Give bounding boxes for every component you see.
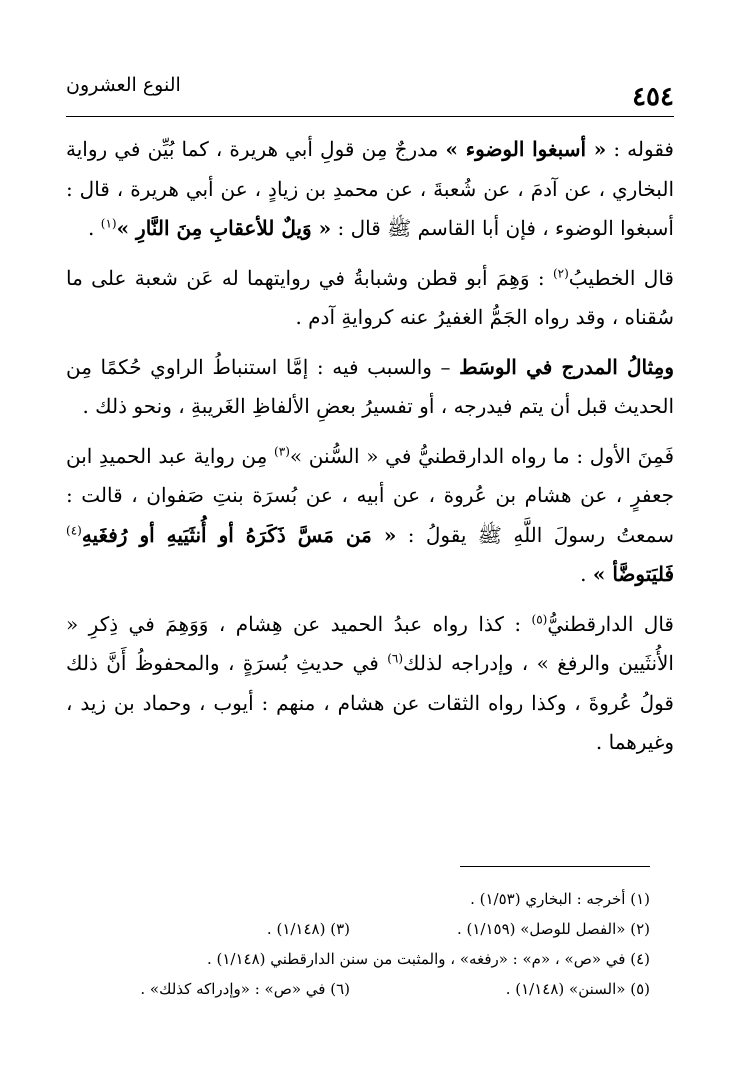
text-run: فَمِنَ الأول : ما رواه الدارقطنيُّ في « السُّنن » xyxy=(289,443,675,468)
text-run: : كذا رواه عبدُ الحميد عن هِشام ، وَوَهِمَ في ذِكرِ « الأُنثَيين والرفغ » ، وإدراجه لذلك xyxy=(66,611,674,675)
footnote-line xyxy=(66,944,650,974)
running-title: النوع العشرون xyxy=(66,74,181,96)
text-run: : وَهِمَ أبو قطن وشبابةُ في روايتهما له عَن شعبة على ما سُقناه ، وقد رواه الجَمُّ الغفيرُ عنه كروايةِ آدم . xyxy=(66,265,674,329)
page-number: ٤٥٤ xyxy=(632,82,674,112)
text-run: مِن رواية عبد الحميدِ ابن جعفرٍ ، عن هشام بن عُروة ، عن أبيه ، عن بُسرَة بنتِ صَفوان ، قالت : سمعتُ رسولَ اللَّهِ ﷺ يقولُ : xyxy=(66,443,674,547)
footnote-line xyxy=(66,914,650,944)
footnote-ref: (١) xyxy=(100,216,117,231)
footnote-ref: (٤) xyxy=(66,522,82,537)
paragraph-5 xyxy=(66,605,674,763)
paragraph-1 xyxy=(66,130,674,249)
quoted-hadith: فَليَتوضَّأ » xyxy=(592,562,674,586)
footnote-4: (٤) في «ص» ، «م» : «رفغه» ، والمثبت من سنن الدارقطني (١/١٤٨) . xyxy=(206,950,650,968)
page-header xyxy=(66,62,674,112)
footnote-ref: (٥) xyxy=(531,611,548,626)
footnote-1: (١) أخرجه : البخاري (١/٥٣) . xyxy=(470,890,650,908)
paragraph-2 xyxy=(66,259,674,338)
footnote-5: (٥) «السنن» (١/١٤٨) . xyxy=(505,980,650,998)
text-run: فقوله : xyxy=(606,137,674,161)
text-run: . xyxy=(580,562,593,586)
footnote-ref: (٦) xyxy=(387,651,404,666)
quoted-hadith: « وَيلٌ للأعقابِ مِنَ النَّارِ » xyxy=(116,216,332,240)
paragraph-3 xyxy=(66,348,674,427)
text-run: مدرجٌ مِن قولِ أبي هريرة ، كما بُيِّن في رواية البخاري ، عن آدمَ ، عن شُعبةَ ، عن محمدِ بن زيادٍ ، عن أبي هريرة ، قال : أسبغوا الوضوء ، فإن أبا القاسم ﷺ قال : xyxy=(66,137,674,240)
footnote-ref: (٢) xyxy=(552,265,569,280)
text-run: في حديثِ بُسرَةٍ ، والمحفوظُ أَنَّ ذلك قولُ عُروةَ ، وكذا رواه الثقات عن هشام ، منهم : أيوب ، وحماد بن زيد ، وغيرهما . xyxy=(66,651,674,754)
header-rule xyxy=(66,116,674,117)
text-run: قال الدارقطنيُّ xyxy=(547,611,674,636)
main-text xyxy=(66,130,674,773)
quoted-hadith: « مَن مَسَّ ذَكَرَهُ أو أُنثَيَيهِ أو رُفغَيهِ xyxy=(81,522,397,547)
footnote-line xyxy=(66,974,650,1004)
footnote-3: (٣) (١/١٤٨) . xyxy=(266,920,350,938)
paragraph-4 xyxy=(66,437,674,595)
footnote-ref: (٣) xyxy=(274,443,290,458)
footnotes xyxy=(66,884,650,1004)
text-run: قال الخطيبُ xyxy=(568,265,674,290)
footnote-line xyxy=(66,884,650,914)
section-lead: ومِثالُ المدرج في الوسَط xyxy=(459,354,674,379)
footnote-2: (٢) «الفصل للوصل» (١/١٥٩) . xyxy=(456,920,650,938)
text-run: – والسبب فيه : إمَّا استنباطُ الراوي حُكمًا مِن الحديث قبل أن يتم فيدرجه ، أو تفسيرُ بعضِ الألفاظِ الغَريبةِ ، ونحو ذلك . xyxy=(66,354,674,418)
footnote-6: (٦) في «ص» : «وإدراكه كذلك» . xyxy=(140,980,350,998)
text-run: . xyxy=(88,216,101,240)
footnote-rule xyxy=(460,866,650,867)
quoted-hadith: « أسبغوا الوضوء » xyxy=(445,137,607,161)
